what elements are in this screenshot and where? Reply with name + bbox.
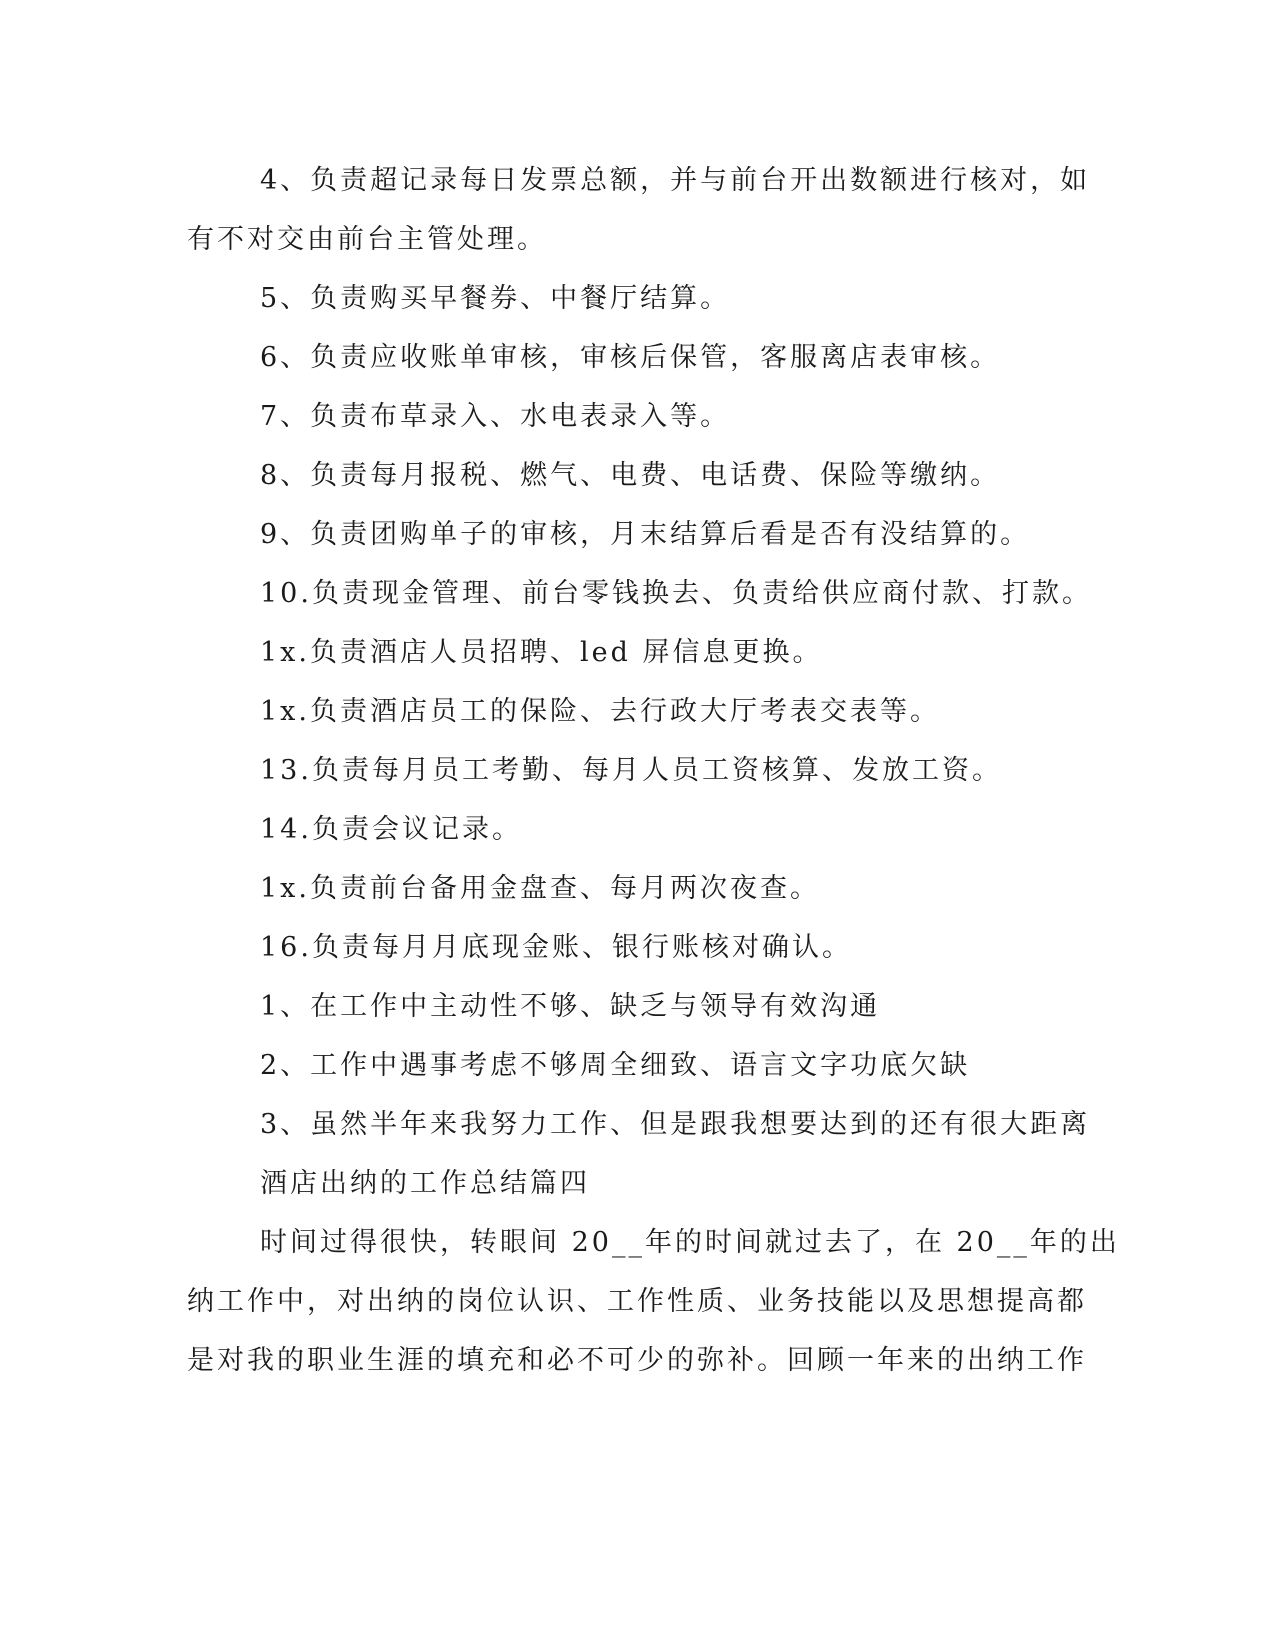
- list-item: 6、负责应收账单审核，审核后保管，客服离店表审核。: [260, 342, 1001, 373]
- list-item: 9、负责团购单子的审核，月末结算后看是否有没结算的。: [260, 519, 1031, 550]
- paragraph-line: 时间过得很快，转眼间 20__年的时间就过去了，在 20__年的出: [260, 1227, 1120, 1258]
- list-item: 3、虽然半年来我努力工作、但是跟我想要达到的还有很大距离: [260, 1109, 1091, 1140]
- paragraph-line: 4、负责超记录每日发票总额，并与前台开出数额进行核对，如: [260, 165, 1091, 196]
- paragraph-line: 有不对交由前台主管处理。: [187, 224, 547, 255]
- list-item: 8、负责每月报税、燃气、电费、电话费、保险等缴纳。: [260, 460, 1001, 491]
- list-item: 1x.负责酒店人员招聘、led 屏信息更换。: [260, 637, 823, 668]
- paragraph-line: 纳工作中，对出纳的岗位认识、工作性质、业务技能以及思想提高都: [187, 1286, 1087, 1317]
- list-item: 1x.负责前台备用金盘查、每月两次夜查。: [260, 873, 820, 904]
- section-heading: 酒店出纳的工作总结篇四: [260, 1168, 590, 1199]
- list-item: 14.负责会议记录。: [260, 814, 522, 845]
- list-item: 16.负责每月月底现金账、银行账核对确认。: [260, 932, 852, 963]
- list-item: 2、工作中遇事考虑不够周全细致、语言文字功底欠缺: [260, 1050, 971, 1081]
- list-item: 1x.负责酒店员工的保险、去行政大厅考表交表等。: [260, 696, 940, 727]
- paragraph-line: 是对我的职业生涯的填充和必不可少的弥补。回顾一年来的出纳工作: [187, 1345, 1087, 1376]
- list-item: 7、负责布草录入、水电表录入等。: [260, 401, 731, 432]
- list-item: 13.负责每月员工考勤、每月人员工资核算、发放工资。: [260, 755, 1002, 786]
- list-item: 5、负责购买早餐券、中餐厅结算。: [260, 283, 731, 314]
- list-item: 10.负责现金管理、前台零钱换去、负责给供应商付款、打款。: [260, 578, 1092, 609]
- list-item: 1、在工作中主动性不够、缺乏与领导有效沟通: [260, 991, 881, 1022]
